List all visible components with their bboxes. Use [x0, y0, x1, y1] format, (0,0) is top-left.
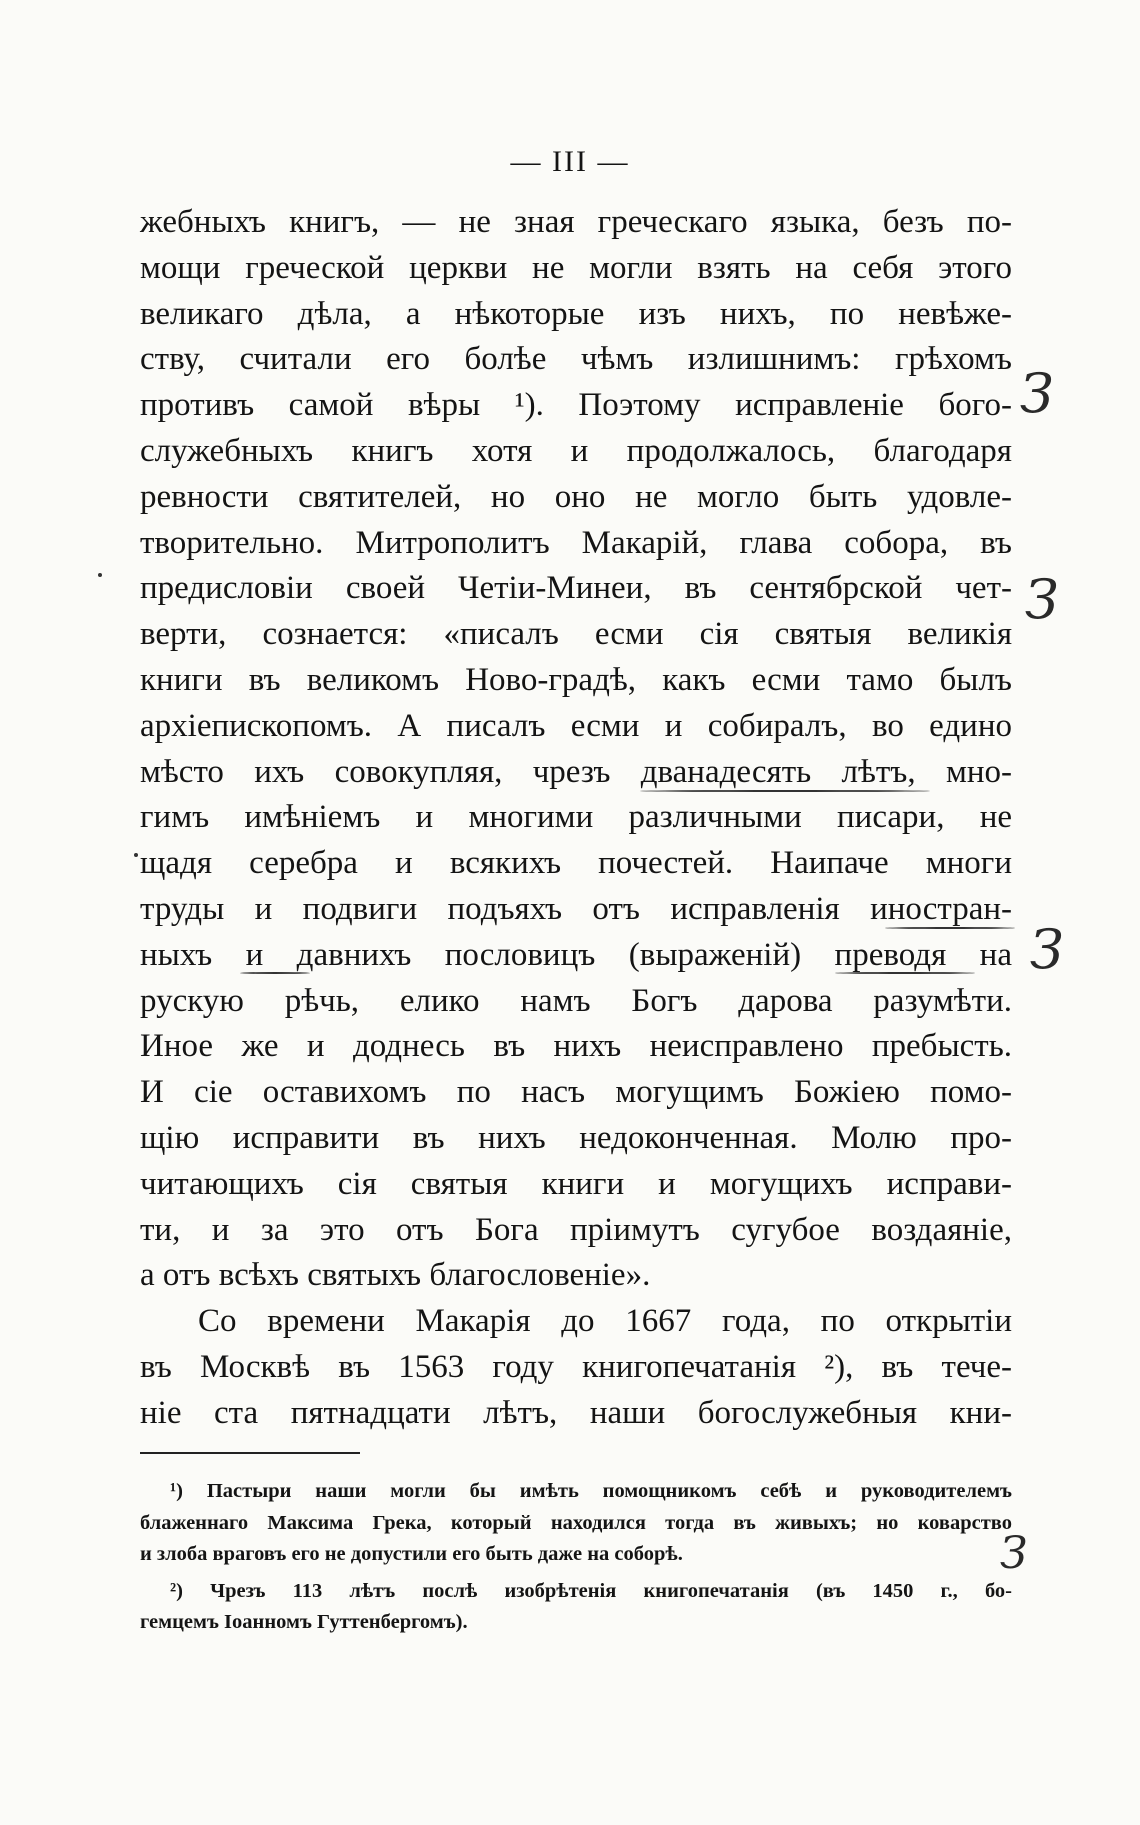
footnote-line: и злоба враговъ его не допустили его быть даже на соборѣ. [140, 1543, 683, 1565]
handwritten-margin-mark: З [1025, 568, 1059, 631]
page-number: — III — [510, 145, 630, 178]
handwritten-margin-mark: З [1000, 1528, 1028, 1579]
text-line: книги въ великомъ Ново-градѣ, какъ есми тамо былъ [140, 661, 1012, 698]
text-line: въ Москвѣ въ 1563 году книгопечатанія ²), въ тече- [140, 1348, 1012, 1385]
text-line: предисловіи своей Четіи-Минеи, въ сентябрской чет- [140, 570, 1012, 607]
text-line: служебныхъ книгъ хотя и продолжалось, благодаря [140, 432, 1012, 469]
text-line: мѣсто ихъ совокупляя, чрезъ дванадесять лѣтъ, мно- [140, 753, 1012, 790]
footnote-2 [140, 1576, 1012, 1639]
ink-speck [134, 853, 138, 857]
handwritten-margin-mark: З [1030, 918, 1064, 981]
footnote-line: ²) Чрезъ 113 лѣтъ послѣ изобрѣтенія книгопечатанія (въ 1450 г., бо- [170, 1579, 1012, 1602]
text-line: ніе ста пятнадцати лѣтъ, наши богослужебныя кни- [140, 1394, 1012, 1431]
text-line: архіепископомъ. А писалъ есми и собиралъ, во едино [140, 707, 1012, 744]
text-line: Иное же и доднесь въ нихъ неисправлено пребысть. [140, 1028, 1012, 1065]
text-line: ти, и за это отъ Бога пріимутъ сугубое воздаяніе, [140, 1211, 1012, 1248]
body-text [140, 200, 1012, 1437]
text-line: рускую рѣчь, елико намъ Богъ дарова разумѣти. [140, 982, 1012, 1019]
paragraph-start-line: Со времени Макарія до 1667 года, по открытіи [198, 1303, 1012, 1340]
text-line: щію исправити въ нихъ недоконченная. Молю про- [140, 1119, 1012, 1156]
footnote-line: блаженнаго Максима Грека, который находился тогда въ живыхъ; но коварство [140, 1511, 1012, 1534]
text-line: ревности святителей, но оно не могло быть удовле- [140, 478, 1012, 515]
text-line: труды и подвиги подъяхъ отъ исправленія иностран- [140, 890, 1012, 927]
footnote-line: ¹) Пастыри наши могли бы имѣть помощникомъ себѣ и руководителемъ [170, 1480, 1012, 1502]
text-line: великаго дѣла, а нѣкоторые изъ нихъ, по невѣже- [140, 295, 1012, 332]
pencil-underline [885, 927, 1015, 929]
text-line: противъ самой вѣры ¹). Поэтому исправленіе бого- [140, 387, 1012, 424]
footnote-separator [140, 1452, 360, 1454]
pencil-underline [640, 790, 930, 792]
text-line: И сіе оставихомъ по насъ могущимъ Божіею помо- [140, 1074, 1012, 1111]
pencil-underline [835, 972, 975, 974]
text-line: щадя серебра и всякихъ почестей. Наипаче многи [140, 845, 1012, 882]
text-line: ныхъ и давнихъ пословицъ (выраженій) преводя на [140, 936, 1012, 973]
text-line: читающихъ сія святыя книги и могущихъ исправи- [140, 1165, 1012, 1202]
handwritten-margin-mark: З [1020, 362, 1054, 425]
text-line: верти, сознается: «писалъ есми сія святыя великія [140, 616, 1012, 653]
text-line: а отъ всѣхъ святыхъ благословеніе». [140, 1257, 651, 1294]
text-line: мощи греческой церкви не могли взять на себя этого [140, 249, 1012, 286]
footnote-1 [140, 1476, 1012, 1571]
text-line: ству, считали его болѣе чѣмъ излишнимъ: грѣхомъ [140, 341, 1012, 378]
ink-speck [98, 573, 102, 577]
footnote-line: гемцемъ Іоанномъ Гуттенбергомъ). [140, 1611, 468, 1633]
text-line: творительно. Митрополитъ Макарій, глава собора, въ [140, 524, 1012, 561]
footnotes [140, 1476, 1012, 1639]
text-line: жебныхъ книгъ, — не зная греческаго языка, безъ по- [140, 204, 1012, 240]
pencil-underline [240, 972, 310, 974]
text-line: гимъ имѣніемъ и многими различными писари, не [140, 799, 1012, 836]
